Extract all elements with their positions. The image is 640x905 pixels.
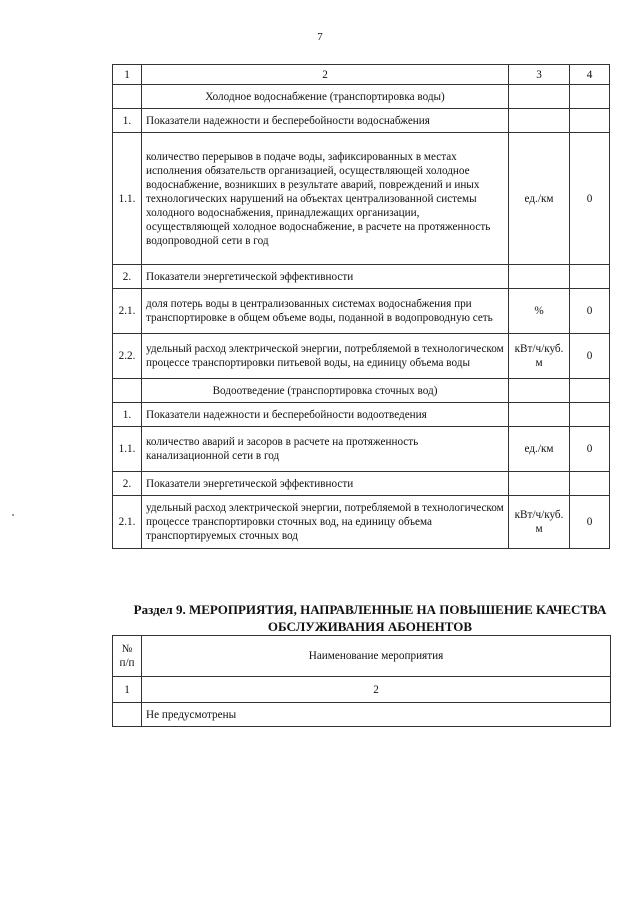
table-section-row xyxy=(113,379,610,403)
table-row xyxy=(113,334,610,379)
empty-cell xyxy=(113,85,142,109)
table-section-row xyxy=(113,85,610,109)
empty-cell xyxy=(509,109,570,133)
group-heading-cell: Показатели энергетической эффективности xyxy=(142,472,509,496)
indicator-name-cell: количество перерывов в подаче воды, зафиксированных в местах исполнения обязательств организацией, осуществляющей холодное водоснабжение, возникших в результате аварий, повреждений и иных технологических нарушений на объектах централизованной системы холодного водоснабжения, принадлежащих организации, осуществляющей холодное водоснабжение, в расчете на протяженность водопроводной сети в год xyxy=(142,133,509,265)
indicator-name-cell: удельный расход электрической энергии, потребляемой в технологическом процессе транспортировки питьевой воды, на единицу объема воды xyxy=(142,334,509,379)
group-heading-cell: Показатели надежности и бесперебойности водоснабжения xyxy=(142,109,509,133)
indicator-name-cell: доля потерь воды в централизованных системах водоснабжения при транспортировке в общем объеме воды, поданной в водопроводную сеть xyxy=(142,289,509,334)
empty-cell xyxy=(509,265,570,289)
empty-cell xyxy=(570,472,610,496)
header-cell-col4: 4 xyxy=(570,65,610,85)
value-cell: 0 xyxy=(570,289,610,334)
index-cell-col2: 2 xyxy=(142,677,611,703)
row-number-cell: 2.1. xyxy=(113,496,142,549)
page-number: 7 xyxy=(317,31,323,43)
indicator-name-cell: количество аварий и засоров в расчете на протяженность канализационной сети в год xyxy=(142,427,509,472)
row-number-cell: 1. xyxy=(113,403,142,427)
table-row xyxy=(113,496,610,549)
row-number-cell: 1.1. xyxy=(113,133,142,265)
section-heading-cell: Водоотведение (транспортировка сточных вод) xyxy=(142,379,509,403)
measures-header-row xyxy=(113,636,611,677)
indicator-name-cell: удельный расход электрической энергии, потребляемой в технологическом процессе транспортировки сточных вод, на единицу объема транспортируемых сточных вод xyxy=(142,496,509,549)
row-number-cell: 1. xyxy=(113,109,142,133)
indicators-table xyxy=(112,64,610,549)
table-group-row xyxy=(113,265,610,289)
index-cell-col1: 1 xyxy=(113,677,142,703)
empty-cell xyxy=(570,379,610,403)
table-row xyxy=(113,427,610,472)
empty-cell xyxy=(570,403,610,427)
header-cell-measure-name: Наименование мероприятия xyxy=(142,636,611,677)
unit-cell: % xyxy=(509,289,570,334)
unit-cell: ед./км xyxy=(509,133,570,265)
measures-table xyxy=(112,635,611,727)
measures-row xyxy=(113,703,611,727)
unit-cell: кВт/ч/куб. м xyxy=(509,334,570,379)
empty-cell xyxy=(509,472,570,496)
measure-number-cell xyxy=(113,703,142,727)
empty-cell xyxy=(570,265,610,289)
empty-cell xyxy=(509,403,570,427)
measure-name-cell: Не предусмотрены xyxy=(142,703,611,727)
row-number-cell: 2. xyxy=(113,472,142,496)
row-number-cell: 2.2. xyxy=(113,334,142,379)
table-row xyxy=(113,289,610,334)
table-group-row xyxy=(113,472,610,496)
header-cell-col3: 3 xyxy=(509,65,570,85)
group-heading-cell: Показатели надежности и бесперебойности водоотведения xyxy=(142,403,509,427)
value-cell: 0 xyxy=(570,133,610,265)
unit-cell: кВт/ч/куб. м xyxy=(509,496,570,549)
header-cell-col1: 1 xyxy=(113,65,142,85)
empty-cell xyxy=(113,379,142,403)
empty-cell xyxy=(570,109,610,133)
table-header-row xyxy=(113,65,610,85)
measures-index-row xyxy=(113,677,611,703)
section-heading-cell: Холодное водоснабжение (транспортировка воды) xyxy=(142,85,509,109)
group-heading-cell: Показатели энергетической эффективности xyxy=(142,265,509,289)
table-row xyxy=(113,133,610,265)
row-number-cell: 2. xyxy=(113,265,142,289)
scan-mark xyxy=(12,514,14,516)
header-cell-number: № п/п xyxy=(113,636,142,677)
empty-cell xyxy=(509,85,570,109)
unit-cell: ед./км xyxy=(509,427,570,472)
row-number-cell: 2.1. xyxy=(113,289,142,334)
empty-cell xyxy=(509,379,570,403)
value-cell: 0 xyxy=(570,496,610,549)
table-group-row xyxy=(113,403,610,427)
table-group-row xyxy=(113,109,610,133)
row-number-cell: 1.1. xyxy=(113,427,142,472)
value-cell: 0 xyxy=(570,427,610,472)
value-cell: 0 xyxy=(570,334,610,379)
empty-cell xyxy=(570,85,610,109)
section-9-title: Раздел 9. МЕРОПРИЯТИЯ, НАПРАВЛЕННЫЕ НА ПОВЫШЕНИЕ КАЧЕСТВА ОБСЛУЖИВАНИЯ АБОНЕНТОВ xyxy=(133,602,607,634)
header-cell-col2: 2 xyxy=(142,65,509,85)
